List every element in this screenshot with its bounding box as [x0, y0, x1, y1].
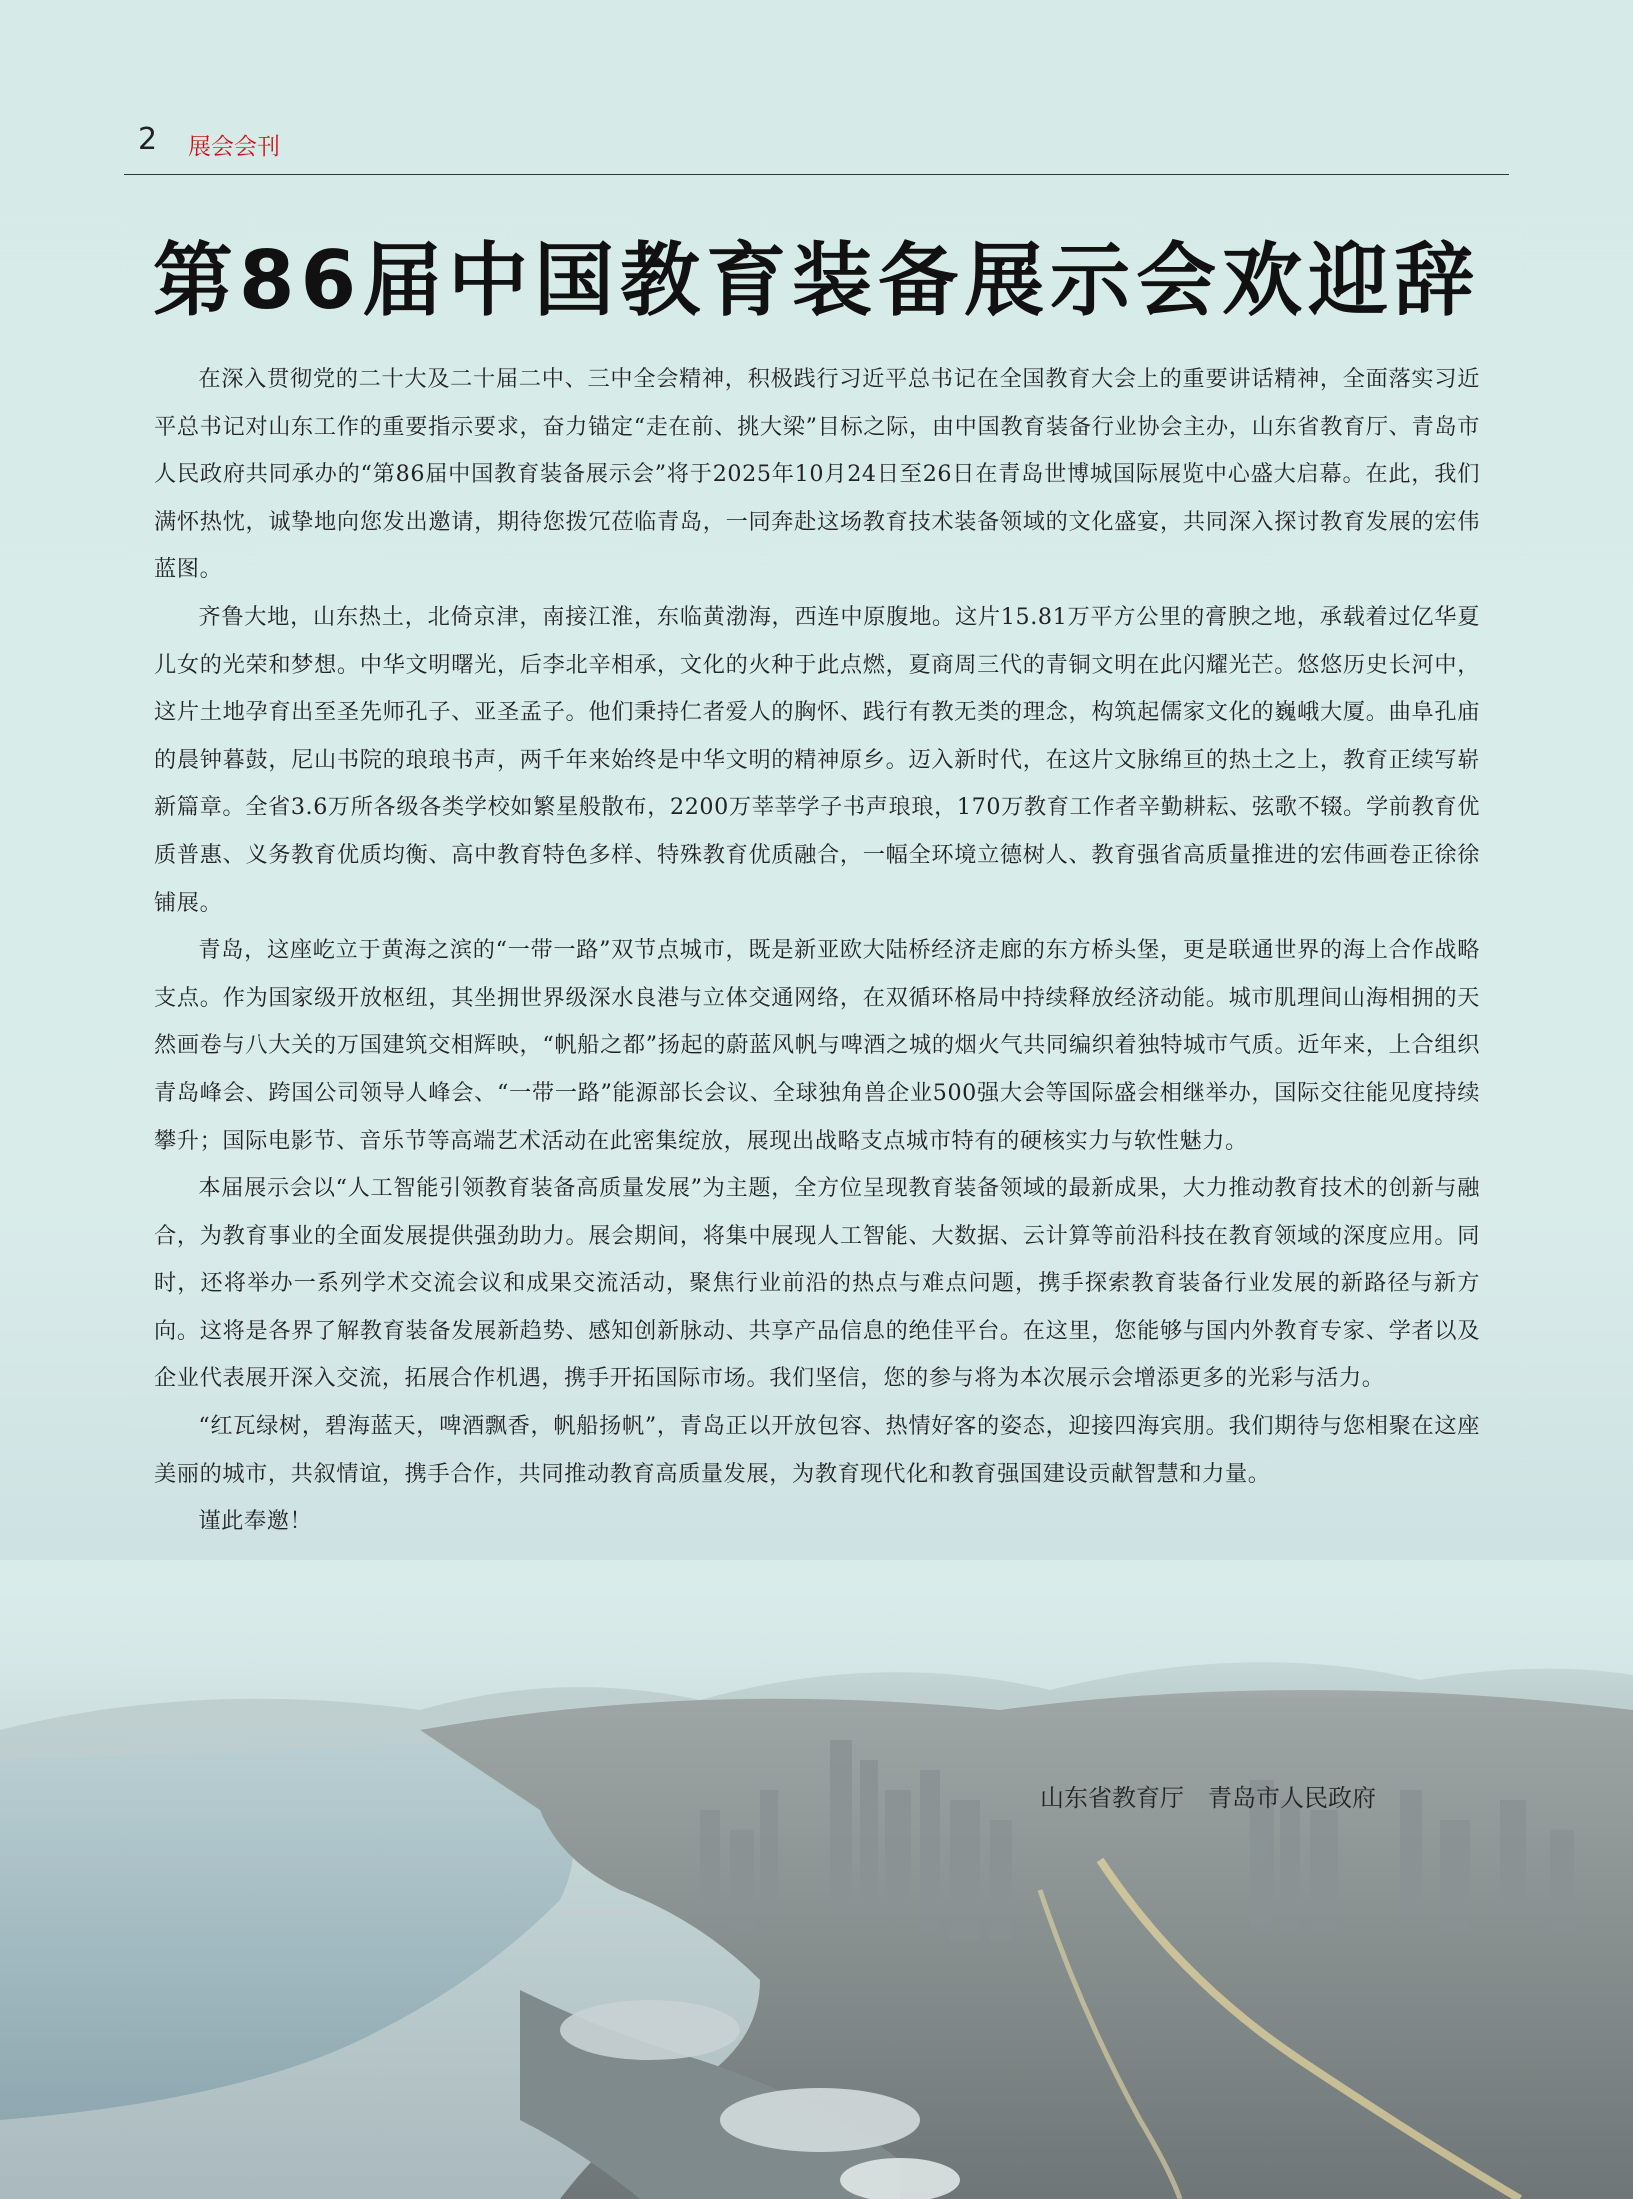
- page-number: 2: [138, 122, 158, 157]
- paragraph: 在深入贯彻党的二十大及二十届二中、三中全会精神，积极践行习近平总书记在全国教育大会上的重要讲话精神，全面落实习近平总书记对山东工作的重要指示要求，奋力锚定“走在前、挑大梁”目标之际，由中国教育装备行业协会主办，山东省教育厅、青岛市人民政府共同承办的“第86届中国教育装备展示会”将于2025年10月24日至26日在青岛世博城国际展览中心盛大启幕。在此，我们满怀热忱，诚挚地向您发出邀请，期待您拨冗莅临青岛，一同奔赴这场教育技术装备领域的文化盛宴，共同深入探讨教育发展的宏伟蓝图。: [154, 366, 1480, 583]
- paragraph: “红瓦绿树，碧海蓝天，啤酒飘香，帆船扬帆”，青岛正以开放包容、热情好客的姿态，迎接四海宾朋。我们期待与您相聚在这座美丽的城市，共叙情谊，携手合作，共同推动教育高质量发展，为教育现代化和教育强国建设贡献智慧和力量。: [154, 1413, 1480, 1487]
- paragraph: 青岛，这座屹立于黄海之滨的“一带一路”双节点城市，既是新亚欧大陆桥经济走廊的东方桥头堡，更是联通世界的海上合作战略支点。作为国家级开放枢纽，其坐拥世界级深水良港与立体交通网络，在双循环格局中持续释放经济动能。城市肌理间山海相拥的天然画卷与八大关的万国建筑交相辉映，“帆船之都”扬起的蔚蓝风帆与啤酒之城的烟火气共同编织着独特城市气质。近年来，上合组织青岛峰会、跨国公司领导人峰会、“一带一路”能源部长会议、全球独角兽企业500强大会等国际盛会相继举办，国际交往能见度持续攀升；国际电影节、音乐节等高端艺术活动在此密集绽放，展现出战略支点城市特有的硬核实力与软性魅力。: [154, 937, 1480, 1154]
- city-skyline-photo: [0, 1560, 1633, 2199]
- page-title: 第86届中国教育装备展示会欢迎辞: [152, 234, 1481, 327]
- article-body: [154, 356, 1480, 1546]
- paragraph: 齐鲁大地，山东热土，北倚京津，南接江淮，东临黄渤海，西连中原腹地。这片15.81万平方公里的膏腴之地，承载着过亿华夏儿女的光荣和梦想。中华文明曙光，后李北辛相承，文化的火种于此点燃，夏商周三代的青铜文明在此闪耀光芒。悠悠历史长河中，这片土地孕育出至圣先师孔子、亚圣孟子。他们秉持仁者爱人的胸怀、践行有教无类的理念，构筑起儒家文化的巍峨大厦。曲阜孔庙的晨钟暮鼓，尼山书院的琅琅书声，两千年来始终是中华文明的精神原乡。迈入新时代，在这片文脉绵亘的热土之上，教育正续写崭新篇章。全省3.6万所各级各类学校如繁星般散布，2200万莘莘学子书声琅琅，170万教育工作者辛勤耕耘、弦歌不辍。学前教育优质普惠、义务教育优质均衡、高中教育特色多样、特殊教育优质融合，一幅全环境立德树人、教育强省高质量推进的宏伟画卷正徐徐铺展。: [154, 603, 1480, 916]
- closing-line: 谨此奉邀！: [198, 1508, 313, 1535]
- page-header: [124, 118, 1509, 175]
- section-label: 展会会刊: [188, 134, 280, 160]
- paragraph: 本届展示会以“人工智能引领教育装备高质量发展”为主题，全方位呈现教育装备领域的最新成果，大力推动教育技术的创新与融合，为教育事业的全面发展提供强劲助力。展会期间，将集中展现人工智能、大数据、云计算等前沿科技在教育领域的深度应用。同时，还将举办一系列学术交流会议和成果交流活动，聚焦行业前沿的热点与难点问题，携手探索教育装备行业发展的新路径与新方向。这将是各界了解教育装备发展新趋势、感知创新脉动、共享产品信息的绝佳平台。在这里，您能够与国内外教育专家、学者以及企业代表展开深入交流，拓展合作机遇，携手开拓国际市场。我们坚信，您的参与将为本次展示会增添更多的光彩与活力。: [154, 1175, 1480, 1392]
- signature: 山东省教育厅 青岛市人民政府: [1040, 1784, 1376, 1812]
